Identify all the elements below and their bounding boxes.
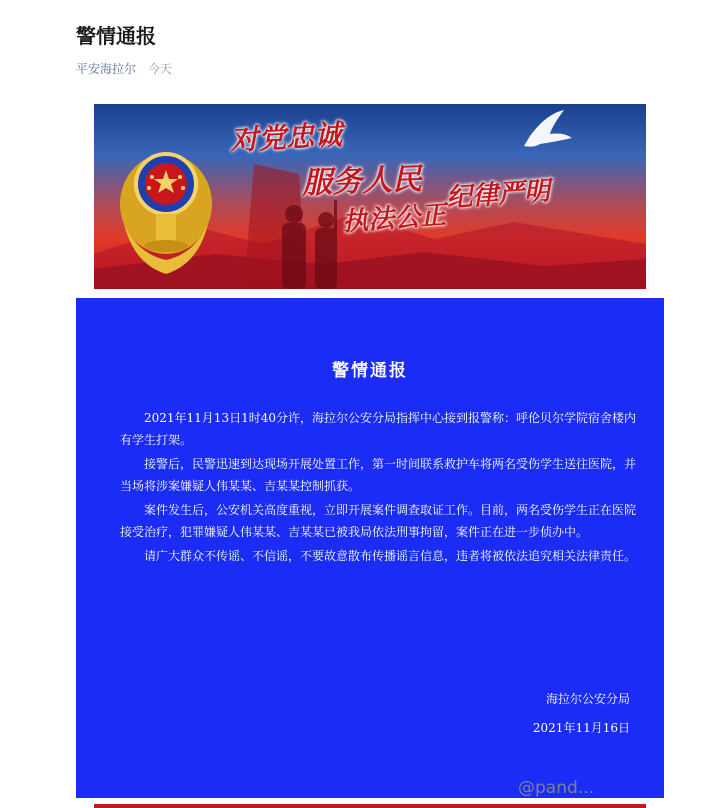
signature-date: 2021年11月16日 bbox=[532, 721, 630, 735]
banner-slogan: 执法公正 bbox=[341, 200, 448, 238]
notice-paragraph: 案件发生后，公安机关高度重视，立即开展案件调查取证工作。目前，两名受伤学生正在医院接受治疗，犯罪嫌疑人伟某某、吉某某已被我局依法刑事拘留，案件正在进一步侦办中。 bbox=[120, 503, 637, 539]
bottom-divider bbox=[94, 804, 646, 808]
banner-slogan: 纪律严明 bbox=[445, 176, 552, 214]
banner-slogan: 服务人民 bbox=[301, 161, 423, 202]
notice-heading: 警情通报 bbox=[332, 361, 408, 381]
article-title: 警情通报 bbox=[76, 24, 156, 48]
notice-paragraph: 2021年11月13日1时40分许，海拉尔公安分局指挥中心接到报警称：呼伦贝尔学院宿舍楼内有学生打架。 bbox=[120, 411, 636, 447]
weibo-watermark: @pand... bbox=[518, 778, 594, 798]
notice-paragraph: 请广大群众不传谣、不信谣，不要故意散布传播谣言信息，违者将被依法追究相关法律责任。 bbox=[144, 549, 637, 563]
banner-slogan: 对党忠诚 bbox=[229, 118, 343, 157]
publish-date: 今天 bbox=[147, 62, 172, 76]
account-name-link[interactable]: 平安海拉尔 bbox=[76, 62, 137, 76]
dove-icon bbox=[524, 110, 572, 147]
notice-card bbox=[76, 298, 664, 798]
notice-body bbox=[120, 408, 636, 571]
notice-paragraph: 接警后，民警迅速到达现场开展处置工作，第一时间联系救护车将两名受伤学生送往医院，并当场将涉案嫌疑人伟某某、吉某某控制抓获。 bbox=[120, 457, 637, 493]
signature-org: 海拉尔公安分局 bbox=[545, 692, 630, 706]
article-meta bbox=[76, 60, 172, 77]
banner-image bbox=[94, 104, 646, 289]
